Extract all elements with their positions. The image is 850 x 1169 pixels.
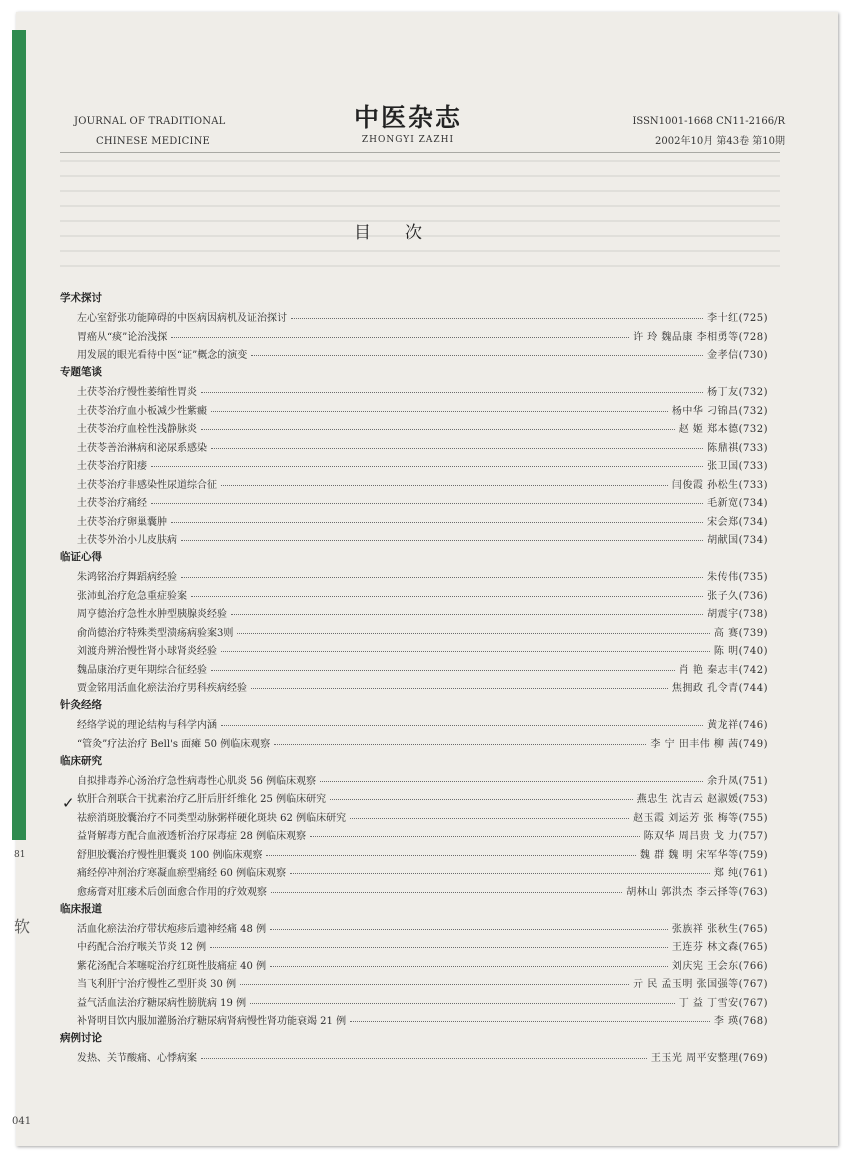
toc-entry[interactable] <box>60 715 768 734</box>
authors-page: 赵玉霞 刘运芳 张 梅等(755) <box>633 812 768 824</box>
toc-entry[interactable] <box>60 474 768 493</box>
article-title: 张沛虬治疗危急重症验案 <box>77 590 187 602</box>
article-title: 土茯苓治疗痛经 <box>77 498 147 510</box>
article-title: 舒胆胶囊治疗慢性胆囊炎 100 例临床观察 <box>77 849 263 861</box>
issue-date: 2002年10月 第43卷 第10期 <box>655 136 785 147</box>
margin-glyph: 软 <box>14 917 31 936</box>
toc-entry[interactable] <box>60 382 768 401</box>
authors-page: 肖 艳 秦志丰(742) <box>678 664 768 676</box>
section-heading: 临床研究 <box>60 754 102 767</box>
toc-entry[interactable] <box>60 345 768 364</box>
article-title: 土茯苓治疗慢性萎缩性胃炎 <box>77 387 197 399</box>
section-heading: 专题笔谈 <box>60 366 102 378</box>
section-heading: 临床报道 <box>60 902 102 915</box>
toc-entry[interactable] <box>60 659 768 678</box>
dot-leader <box>171 522 703 523</box>
toc-entry[interactable] <box>60 493 768 512</box>
dot-leader <box>181 577 703 578</box>
journal-logo <box>348 98 468 145</box>
authors-page: 郑 纯(761) <box>713 868 768 880</box>
authors-page: 毛新宽(734) <box>707 498 768 510</box>
authors-page: 胡林山 郭洪杰 李云择等(763) <box>626 886 768 898</box>
dot-leader <box>270 929 668 930</box>
authors-page: 焦拥政 孔令青(744) <box>671 683 768 695</box>
article-title: 土茯苓治疗阳痿 <box>77 461 147 473</box>
article-title: 土茯苓治疗卵巢囊肿 <box>77 516 167 528</box>
toc-entry[interactable] <box>60 789 768 808</box>
section-heading: 学术探讨 <box>60 292 102 304</box>
authors-page: 陈鼎祺(733) <box>707 442 768 454</box>
authors-page: 闫俊霞 孙松生(733) <box>671 479 768 491</box>
header-divider <box>60 152 780 153</box>
article-title: 刘渡舟辨治慢性肾小球肾炎经验 <box>77 646 217 658</box>
table-of-contents <box>60 289 768 1066</box>
issue-info <box>560 112 785 152</box>
dot-leader <box>251 688 668 689</box>
authors-page: 赵 姬 郑本德(732) <box>678 424 768 436</box>
toc-entry[interactable] <box>60 844 768 863</box>
dot-leader <box>210 947 668 948</box>
toc-entry[interactable] <box>60 1011 768 1030</box>
dot-leader <box>201 1058 647 1059</box>
authors-page: 胡震宇(738) <box>707 609 768 621</box>
article-title: 补肾明目饮内服加灌肠治疗糖尿病肾病慢性肾功能衰竭 21 例 <box>77 1016 347 1028</box>
dot-leader <box>350 818 629 819</box>
dot-leader <box>266 855 635 856</box>
dot-leader <box>211 448 703 449</box>
dot-leader <box>151 503 703 504</box>
article-title: 益肾解毒方配合血液透析治疗尿毒症 28 例临床观察 <box>77 831 307 843</box>
article-title: 当飞利肝宁治疗慢性乙型肝炎 30 例 <box>77 979 237 991</box>
article-title: 土茯苓治疗非感染性尿道综合征 <box>77 479 217 491</box>
authors-page: 王玉光 周平安整理(769) <box>650 1053 768 1065</box>
dot-leader <box>240 984 629 985</box>
article-title: 周亨德治疗急性水肿型胰腺炎经验 <box>77 609 227 621</box>
toc-entry[interactable] <box>60 863 768 882</box>
dot-leader <box>211 411 668 412</box>
toc-entry[interactable] <box>60 974 768 993</box>
article-title: 自拟排毒养心汤治疗急性病毒性心肌炎 56 例临床观察 <box>77 775 317 787</box>
dot-leader <box>231 614 703 615</box>
authors-page: 黄龙祥(746) <box>707 720 768 732</box>
toc-entry[interactable] <box>60 530 768 549</box>
article-title: 朱鸿铭治疗舞蹈病经验 <box>77 572 177 584</box>
article-title: 土茯苓治疗血栓性浅静脉炎 <box>77 424 197 436</box>
authors-page: 李十红(725) <box>707 313 768 325</box>
toc-entry[interactable] <box>60 641 768 660</box>
journal-english-name <box>74 112 226 152</box>
authors-page: 张子久(736) <box>707 590 768 602</box>
authors-page: 高 赛(739) <box>713 627 768 639</box>
authors-page: 张卫国(733) <box>707 461 768 473</box>
dot-leader <box>250 1003 675 1004</box>
journal-header <box>0 0 850 160</box>
toc-entry[interactable] <box>60 604 768 623</box>
article-title: 软肝合剂联合干扰素治疗乙肝后肝纤维化 25 例临床研究 <box>77 794 327 806</box>
toc-entry[interactable] <box>60 308 768 327</box>
authors-page: 陈双华 周吕贵 戈 力(757) <box>643 831 768 843</box>
toc-entry[interactable] <box>60 918 768 937</box>
dot-leader <box>291 318 703 319</box>
article-title: 紫花汤配合苯噻啶治疗红斑性肢痛症 40 例 <box>77 960 267 972</box>
dot-leader <box>221 485 668 486</box>
issn-number: ISSN1001-1668 CN11-2166/R <box>632 116 785 127</box>
article-title: 祛瘀消斑胶囊治疗不同类型动脉粥样硬化斑块 62 例临床研究 <box>77 812 347 824</box>
article-title: 愈疡膏对肛瘘术后创面愈合作用的疗效观察 <box>77 886 267 898</box>
toc-entry[interactable] <box>60 1048 768 1067</box>
toc-entry[interactable] <box>60 326 768 345</box>
authors-page: 杨中华 刁锦昌(732) <box>671 405 768 417</box>
dot-leader <box>320 781 703 782</box>
toc-entry[interactable] <box>60 456 768 475</box>
article-title: 经络学说的理论结构与科学内涵 <box>77 720 217 732</box>
article-title: 活血化瘀法治疗带状疱疹后遗神经痛 48 例 <box>77 923 267 935</box>
authors-page: 金孝信(730) <box>707 350 768 362</box>
toc-entry[interactable] <box>60 419 768 438</box>
dot-leader <box>270 966 668 967</box>
toc-entry[interactable] <box>60 585 768 604</box>
authors-page: 陈 明(740) <box>713 646 768 658</box>
dot-leader <box>350 1021 710 1022</box>
toc-entry[interactable] <box>60 511 768 530</box>
dot-leader <box>191 596 703 597</box>
dot-leader <box>221 651 710 652</box>
margin-number: 041 <box>12 1116 32 1127</box>
toc-entry[interactable] <box>60 733 768 752</box>
dot-leader <box>201 392 703 393</box>
article-title: 土茯苓治疗血小板减少性紫癜 <box>77 405 207 417</box>
dot-leader <box>201 429 675 430</box>
dot-leader <box>181 540 703 541</box>
toc-entry[interactable] <box>60 437 768 456</box>
journal-en-line1: JOURNAL OF TRADITIONAL <box>74 116 226 127</box>
toc-entry[interactable] <box>60 622 768 641</box>
article-title: 土茯苓善治淋病和泌尿系感染 <box>77 442 207 454</box>
toc-entry[interactable] <box>60 937 768 956</box>
toc-title: 目次 <box>354 223 456 243</box>
authors-page: 张族祥 张秋生(765) <box>671 923 768 935</box>
toc-entry[interactable] <box>60 807 768 826</box>
article-title: 痛经停冲剂治疗寒凝血瘀型痛经 60 例临床观察 <box>77 868 287 880</box>
article-title: 土茯苓外治小儿皮肤病 <box>77 535 177 547</box>
authors-page: 王连芬 林文森(765) <box>671 942 768 954</box>
authors-page: 许 玲 魏品康 李相勇等(728) <box>633 331 768 343</box>
article-title: 胃癌从“痰”论治浅探 <box>77 331 168 343</box>
margin-digits: 81 <box>14 850 26 860</box>
dot-leader <box>310 836 639 837</box>
article-title: 益气活血法治疗糖尿病性膀胱病 19 例 <box>77 997 247 1009</box>
section-heading: 病例讨论 <box>60 1032 102 1044</box>
dot-leader <box>274 744 646 745</box>
authors-page: 亓 民 孟玉明 张国强等(767) <box>633 979 768 991</box>
article-title: 中药配合治疗喉关节炎 12 例 <box>77 942 207 954</box>
article-title: 发热、关节酸痛、心悸病案 <box>77 1053 197 1065</box>
toc-entry[interactable] <box>60 567 768 586</box>
dot-leader <box>251 355 703 356</box>
logo-chinese: 中医杂志 <box>353 103 462 132</box>
authors-page: 魏 群 魏 明 宋军华等(759) <box>639 849 768 861</box>
authors-page: 丁 益 丁雪安(767) <box>678 997 768 1009</box>
toc-entry[interactable] <box>60 992 768 1011</box>
section-heading: 针灸经络 <box>60 699 102 711</box>
toc-entry[interactable] <box>60 955 768 974</box>
dot-leader <box>290 873 710 874</box>
authors-page: 刘庆宪 王会东(766) <box>671 960 768 972</box>
authors-page: 胡献国(734) <box>707 535 768 547</box>
dot-leader <box>211 670 675 671</box>
handwritten-check-mark: ✓ <box>62 794 75 812</box>
toc-entry[interactable] <box>60 826 768 845</box>
article-title: 俞尚德治疗特殊类型溃疡病验案3则 <box>77 627 234 639</box>
dot-leader <box>221 725 703 726</box>
authors-page: 杨丁友(732) <box>707 387 768 399</box>
authors-page: 李 宁 田丰伟 柳 茜(749) <box>650 738 768 750</box>
dot-leader <box>330 799 633 800</box>
authors-page: 朱传伟(735) <box>707 572 768 584</box>
toc-entry[interactable] <box>60 770 768 789</box>
article-title: 魏品康治疗更年期综合征经验 <box>77 664 207 676</box>
journal-en-line2: CHINESE MEDICINE <box>96 136 211 147</box>
authors-page: 宋会郑(734) <box>707 516 768 528</box>
dot-leader <box>271 892 622 893</box>
dot-leader <box>237 633 710 634</box>
toc-entry[interactable] <box>60 678 768 697</box>
dot-leader <box>151 466 703 467</box>
article-title: 左心室舒张功能障碍的中医病因病机及证治探讨 <box>77 313 287 325</box>
article-title: 用发展的眼光看待中医“证”概念的演变 <box>77 350 248 362</box>
section-heading: 临证心得 <box>60 551 102 563</box>
toc-entry[interactable] <box>60 881 768 900</box>
logo-pinyin: ZHONGYI ZAZHI <box>361 135 455 145</box>
dot-leader <box>171 337 629 338</box>
article-title: 贾金铭用活血化瘀法治疗男科疾病经验 <box>77 683 247 695</box>
article-title: “管灸”疗法治疗 Bell's 面瘫 50 例临床观察 <box>77 738 271 750</box>
authors-page: 余升凤(751) <box>707 775 768 787</box>
authors-page: 燕忠生 沈吉云 赵淑媛(753) <box>636 794 768 806</box>
toc-entry[interactable] <box>60 400 768 419</box>
authors-page: 李 瑛(768) <box>713 1016 768 1028</box>
